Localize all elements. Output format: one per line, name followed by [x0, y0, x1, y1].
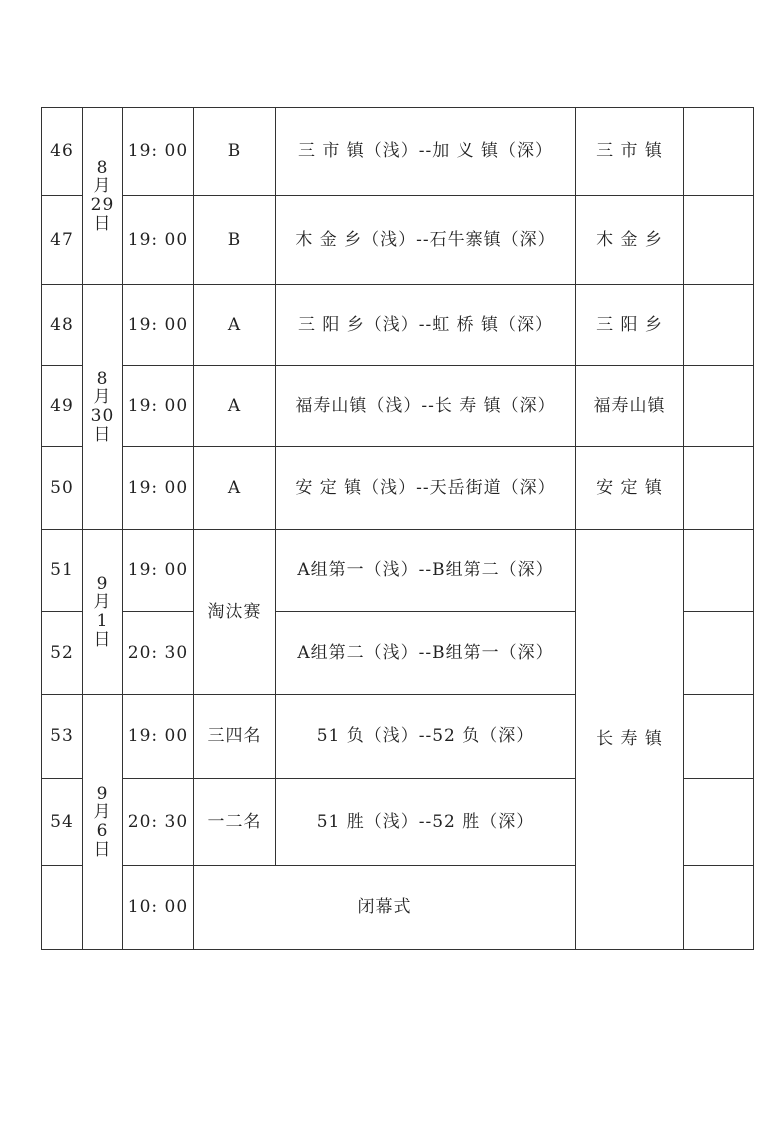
match-teams: A组第二（浅）--B组第一（深）: [276, 612, 576, 695]
match-time: 19: 00: [123, 447, 194, 530]
table-row: [42, 285, 754, 366]
table-row: [42, 447, 754, 530]
note-cell: [684, 285, 754, 366]
match-time: 19: 00: [123, 285, 194, 366]
match-group: 三四名: [194, 695, 276, 779]
note-cell: [684, 612, 754, 695]
match-number: 47: [42, 196, 83, 285]
match-number: 53: [42, 695, 83, 779]
match-time: 10: 00: [123, 866, 194, 950]
note-cell: [684, 447, 754, 530]
match-number: 48: [42, 285, 83, 366]
note-cell: [684, 108, 754, 196]
match-time: 19: 00: [123, 695, 194, 779]
match-teams: 51 负（浅）--52 负（深）: [276, 695, 576, 779]
match-number: 50: [42, 447, 83, 530]
match-number: 52: [42, 612, 83, 695]
match-time: 20: 30: [123, 779, 194, 866]
note-cell: [684, 366, 754, 447]
match-group: A: [194, 366, 276, 447]
match-number: 46: [42, 108, 83, 196]
table-row: [42, 108, 754, 196]
date-cell: 8 月 30 日: [83, 285, 123, 530]
table-row: [42, 196, 754, 285]
date-cell: 8 月 29 日: [83, 108, 123, 285]
match-group: A: [194, 285, 276, 366]
match-teams: 福寿山镇（浅）--长 寿 镇（深）: [276, 366, 576, 447]
match-teams: 安 定 镇（浅）--天岳街道（深）: [276, 447, 576, 530]
table-row: [42, 366, 754, 447]
table-row: [42, 530, 754, 612]
match-venue: 三 阳 乡: [576, 285, 684, 366]
final-venue: 长 寿 镇: [576, 530, 684, 950]
date-cell: 9 月 1 日: [83, 530, 123, 695]
match-teams: 木 金 乡（浅）--石牛寨镇（深）: [276, 196, 576, 285]
knockout-label: 淘汰赛: [194, 530, 276, 695]
match-venue: 福寿山镇: [576, 366, 684, 447]
match-group: 一二名: [194, 779, 276, 866]
match-teams: 三 阳 乡（浅）--虹 桥 镇（深）: [276, 285, 576, 366]
match-schedule-table: [41, 107, 754, 950]
match-venue: 木 金 乡: [576, 196, 684, 285]
match-time: 19: 00: [123, 108, 194, 196]
match-group: B: [194, 108, 276, 196]
match-teams: A组第一（浅）--B组第二（深）: [276, 530, 576, 612]
match-number: [42, 866, 83, 950]
match-group: A: [194, 447, 276, 530]
date-cell: 9 月 6 日: [83, 695, 123, 950]
match-number: 54: [42, 779, 83, 866]
note-cell: [684, 530, 754, 612]
match-number: 49: [42, 366, 83, 447]
note-cell: [684, 695, 754, 779]
match-venue: 三 市 镇: [576, 108, 684, 196]
match-time: 19: 00: [123, 530, 194, 612]
match-group: B: [194, 196, 276, 285]
note-cell: [684, 779, 754, 866]
note-cell: [684, 866, 754, 950]
match-teams: 三 市 镇（浅）--加 义 镇（深）: [276, 108, 576, 196]
match-teams: 51 胜（浅）--52 胜（深）: [276, 779, 576, 866]
match-number: 51: [42, 530, 83, 612]
match-venue: 安 定 镇: [576, 447, 684, 530]
match-time: 19: 00: [123, 196, 194, 285]
closing-ceremony: 闭幕式: [194, 866, 576, 950]
note-cell: [684, 196, 754, 285]
match-time: 19: 00: [123, 366, 194, 447]
match-time: 20: 30: [123, 612, 194, 695]
